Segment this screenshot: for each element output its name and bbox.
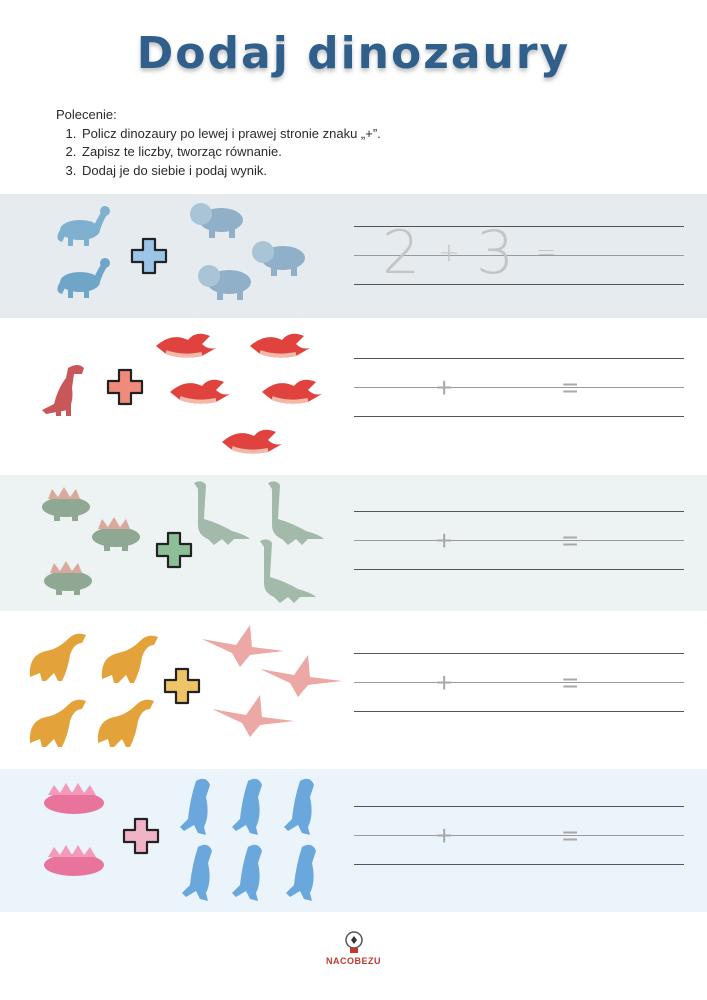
pink-pterodactyl-icon — [260, 655, 342, 697]
right-dinosaur-group — [176, 775, 326, 905]
pink-pterodactyl-icon — [212, 695, 294, 737]
blue-dinosaur-icon — [232, 779, 262, 835]
pink-stegosaurus-icon — [44, 783, 104, 814]
equals-sign: = — [562, 372, 579, 403]
left-dinosaur-group — [38, 358, 92, 420]
plus-sign: + — [436, 820, 453, 851]
plus-sign-icon — [162, 666, 202, 706]
blue-dinosaur-icon — [180, 779, 210, 835]
blue-dinosaur-icon — [57, 206, 110, 246]
equals-sign: = — [562, 667, 579, 698]
plus-sign: + — [436, 525, 453, 556]
exercise-row-5 — [0, 769, 707, 912]
green-stegosaurus-icon — [92, 517, 140, 551]
pink-stegosaurus-icon — [44, 845, 104, 876]
blue-dinosaur-icon — [182, 845, 212, 901]
equals-sign: = — [562, 525, 579, 556]
orange-dinosaur-icon — [30, 634, 86, 681]
red-flying-dinosaur-icon — [262, 380, 322, 404]
page-title: Dodaj dinozaury — [136, 28, 571, 79]
blue-triceratops-icon — [198, 265, 251, 300]
green-brachiosaurus-icon — [260, 539, 316, 603]
plus-sign-icon — [121, 816, 161, 856]
answer-lines[interactable] — [354, 356, 684, 421]
left-dinosaur-group — [50, 200, 120, 310]
blue-dinosaur-icon — [57, 258, 110, 298]
brand-name: NACOBEZU — [326, 956, 381, 966]
equals-sign: = — [562, 820, 579, 851]
blue-triceratops-icon — [190, 203, 243, 238]
red-flying-dinosaur-icon — [222, 430, 282, 454]
green-brachiosaurus-icon — [268, 481, 324, 545]
red-flying-dinosaur-icon — [156, 334, 216, 358]
instruction-step: 3. Dodaj je do siebie i podaj wynik. — [80, 162, 381, 181]
blue-dinosaur-icon — [286, 845, 316, 901]
example-plus: + — [438, 238, 460, 268]
answer-lines[interactable] — [354, 218, 684, 289]
right-dinosaur-group — [185, 198, 315, 313]
example-number-a: 2 — [382, 218, 421, 288]
brand-logo — [0, 930, 707, 966]
blue-triceratops-icon — [252, 241, 305, 276]
right-dinosaur-group — [152, 326, 332, 468]
instructions — [56, 106, 381, 180]
example-equals: = — [536, 238, 557, 266]
blue-dinosaur-icon — [284, 779, 314, 835]
red-flying-dinosaur-icon — [170, 380, 230, 404]
left-dinosaur-group — [24, 625, 164, 751]
exercise-row-2 — [0, 318, 707, 475]
answer-lines[interactable] — [354, 651, 684, 716]
right-dinosaur-group — [188, 479, 338, 607]
plus-sign: + — [436, 667, 453, 698]
left-dinosaur-group — [36, 481, 148, 601]
instructions-list — [56, 125, 381, 181]
lightbulb-icon — [343, 930, 365, 956]
exercise-row-4 — [0, 611, 707, 769]
instructions-heading: Polecenie: — [56, 107, 117, 122]
instruction-step: 1. Policz dinozaury po lewej i prawej stronie znaku „+”. — [80, 125, 381, 144]
plus-sign-icon — [105, 367, 145, 407]
example-number-b: 3 — [476, 218, 515, 288]
exercise-row-1 — [0, 194, 707, 318]
green-stegosaurus-icon — [44, 561, 92, 595]
red-flying-dinosaur-icon — [250, 334, 310, 358]
plus-sign: + — [436, 372, 453, 403]
orange-dinosaur-icon — [30, 700, 86, 747]
pink-pterodactyl-icon — [202, 625, 284, 667]
answer-lines[interactable] — [354, 804, 684, 869]
instruction-step: 2. Zapisz te liczby, tworząc równanie. — [80, 143, 381, 162]
orange-dinosaur-icon — [102, 636, 158, 683]
blue-dinosaur-icon — [232, 845, 262, 901]
exercise-row-3 — [0, 475, 707, 611]
green-stegosaurus-icon — [42, 487, 90, 521]
right-dinosaur-group — [200, 621, 346, 749]
plus-sign-icon — [129, 236, 169, 276]
answer-lines[interactable] — [354, 509, 684, 574]
green-brachiosaurus-icon — [194, 481, 250, 545]
left-dinosaur-group — [38, 777, 118, 899]
orange-dinosaur-icon — [98, 700, 154, 747]
red-t-rex-icon — [42, 365, 84, 416]
